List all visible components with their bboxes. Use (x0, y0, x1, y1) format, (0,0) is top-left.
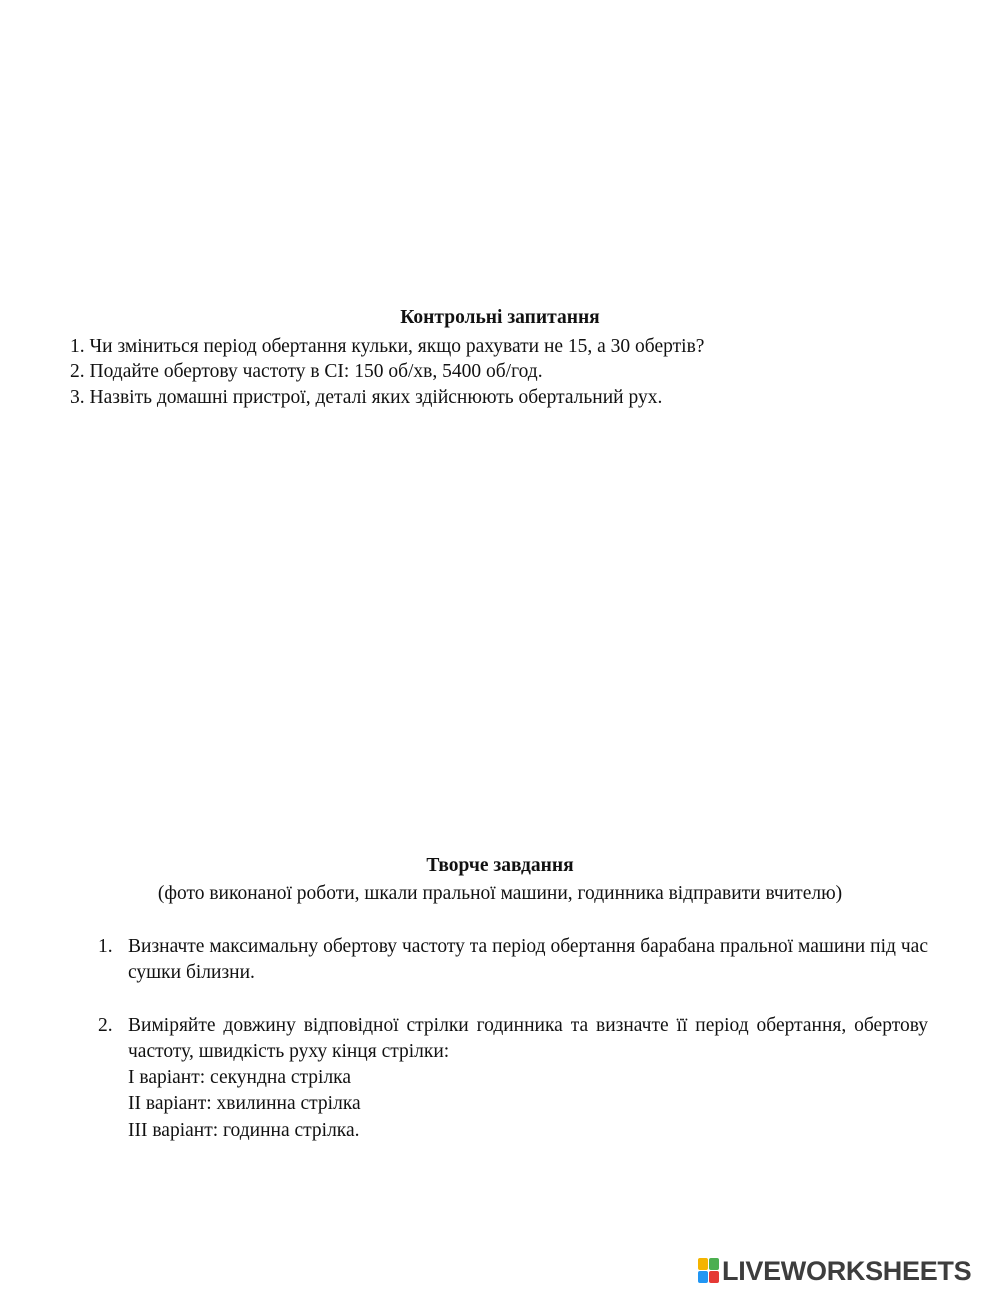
question-3: 3. Назвіть домашні пристрої, деталі яких здійснюють обертальний рух. (70, 387, 663, 408)
liveworksheets-logo (698, 1256, 971, 1286)
logo-text: LIVEWORKSHEETS (722, 1255, 972, 1286)
logo-blocks-icon (698, 1258, 720, 1284)
task-1-number: 1. (98, 936, 113, 957)
question-2: 2. Подайте обертову частоту в СІ: 150 об/хв, 5400 об/год. (70, 361, 543, 382)
question-1: 1. Чи зміниться період обертання кульки, якщо рахувати не 15, а 30 обертів? (70, 336, 705, 357)
control-questions-title: Контрольні запитання (400, 307, 600, 328)
task-2-variant-3: III варіант: годинна стрілка. (128, 1120, 360, 1141)
task-1-text: Визначте максимальну обертову частоту та період обертання барабана пральної машини під час сушки білизни. (128, 936, 928, 983)
creative-task-subtitle: (фото виконаної роботи, шкали пральної машини, годинника відправити вчителю) (157, 883, 843, 904)
creative-task-title: Творче завдання (426, 855, 574, 876)
task-2-variant-1: I варіант: секундна стрілка (128, 1067, 352, 1088)
task-2-text: Виміряйте довжину відповідної стрілки годинника та визначте її період обертання, обертову частоту, швидкість руху кінця стрілки: (128, 1015, 928, 1062)
task-2-variant-2: II варіант: хвилинна стрілка (128, 1093, 361, 1114)
task-2-number: 2. (98, 1015, 113, 1036)
